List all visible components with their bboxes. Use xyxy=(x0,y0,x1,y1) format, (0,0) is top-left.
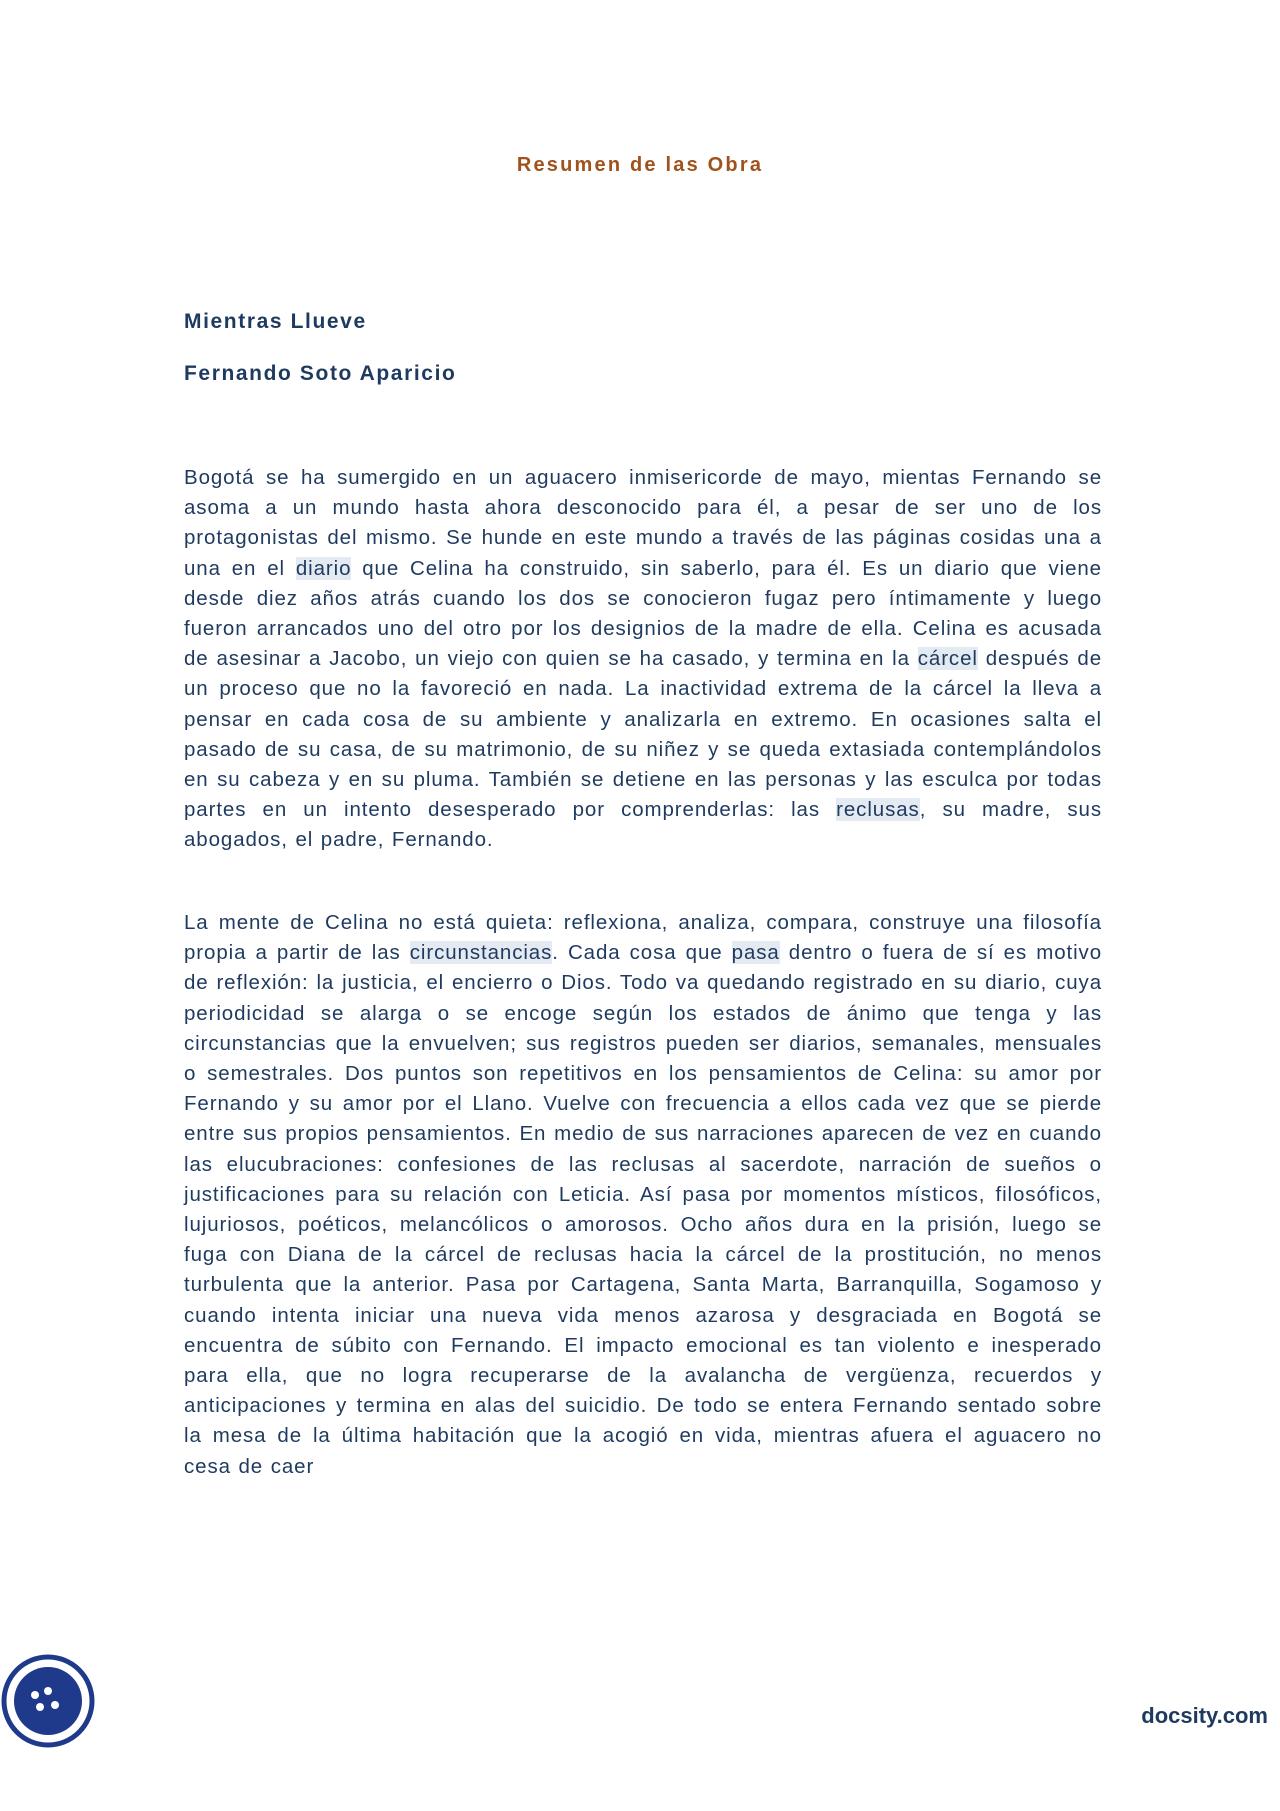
highlighted-link-circunstancias[interactable]: circunstancias xyxy=(409,941,553,965)
work-title: Mientras Llueve xyxy=(184,310,367,333)
paragraph-1 xyxy=(184,463,1102,856)
highlighted-link-pasa[interactable]: pasa xyxy=(731,941,780,965)
author-name: Fernando Soto Aparicio xyxy=(184,362,457,385)
paragraph-text: , su madre, sus abogados, el padre, Fernando. xyxy=(184,798,1102,852)
highlighted-link-reclusas[interactable]: reclusas xyxy=(836,798,920,822)
highlighted-link-diario[interactable]: diario xyxy=(295,556,352,580)
document-title: Resumen de las Obra xyxy=(516,154,764,176)
highlighted-link-carcel[interactable]: cárcel xyxy=(917,647,978,671)
docsity-logo-icon[interactable] xyxy=(0,1653,96,1749)
paragraph-text: Bogotá se ha sumergido en un aguacero inmisericorde de mayo, mientas Fernando se asoma a un mundo hasta ahora desconocido para él, a pesar de ser uno de los protagonistas del mismo. Se hunde en este mundo a través de las páginas cosidas una a una en el xyxy=(184,466,1102,580)
paragraph-text: La mente de Celina no está quieta: reflexiona, analiza, compara, construye una filosofía propia a partir de las xyxy=(184,911,1102,965)
paragraph-text: después de un proceso que no la favoreció en nada. La inactividad extrema de la cárcel la lleva a pensar en cada cosa de su ambiente y analizarla en extremo. En ocasiones salta el pasado de su casa, de su matrimonio, de su niñez y se queda extasiada contemplándolos en su cabeza y en su pluma. También se detiene en las personas y las esculca por todas partes en un intento desesperado por comprenderlas: las xyxy=(184,647,1102,822)
paragraph-text: . Cada cosa que xyxy=(552,941,732,965)
docsity-brand-link[interactable]: docsity.com xyxy=(1141,1703,1268,1728)
paragraph-text: que Celina ha construido, sin saberlo, para él. Es un diario que viene desde diez años atrás cuando los dos se conocieron fugaz pero íntimamente y luego fueron arrancados uno del otro por los designios de la madre de ella. Celina es acusada de asesinar a Jacobo, un viejo con quien se ha casado, y termina en la xyxy=(184,556,1102,671)
paragraph-2 xyxy=(184,908,1102,1482)
paragraph-text: dentro o fuera de sí es motivo de reflexión: la justicia, el encierro o Dios. Todo va quedando registrado en su diario, cuya periodicidad se alarga o se encoge según los estados de ánimo que tenga y las circunstancias que la envuelven; sus registros pueden ser diarios, semanales, mensuales o semestrales. Dos puntos son repetitivos en los pensamientos de Celina: su amor por Fernando y su amor por el Llano. Vuelve con frecuencia a ellos cada vez que se pierde entre sus propios pensamientos. En medio de sus narraciones aparecen de vez en cuando las elucubraciones: confesiones de las reclusas al sacerdote, narración de sueños o justificaciones para su relación con Leticia. Así pasa por momentos místicos, filosóficos, lujuriosos, poéticos, melancólicos o amorosos. Ocho años dura en la prisión, luego se fuga con Diana de la cárcel de reclusas hacia la cárcel de la prostitución, no menos turbulenta que la anterior. Pasa por Cartagena, Santa Marta, Barranquilla, Sogamoso y cuando intenta iniciar una nueva vida menos azarosa y desgraciada en Bogotá se encuentra de súbito con Fernando. El impacto emocional es tan violento e inesperado para ella, que no logra recuperarse de la avalancha de vergüenza, recuerdos y anticipaciones y termina en alas del suicidio. De todo se entera Fernando sentado sobre la mesa de la última habitación que la acogió en vida, mientras afuera el aguacero no cesa de caer xyxy=(184,941,1102,1478)
